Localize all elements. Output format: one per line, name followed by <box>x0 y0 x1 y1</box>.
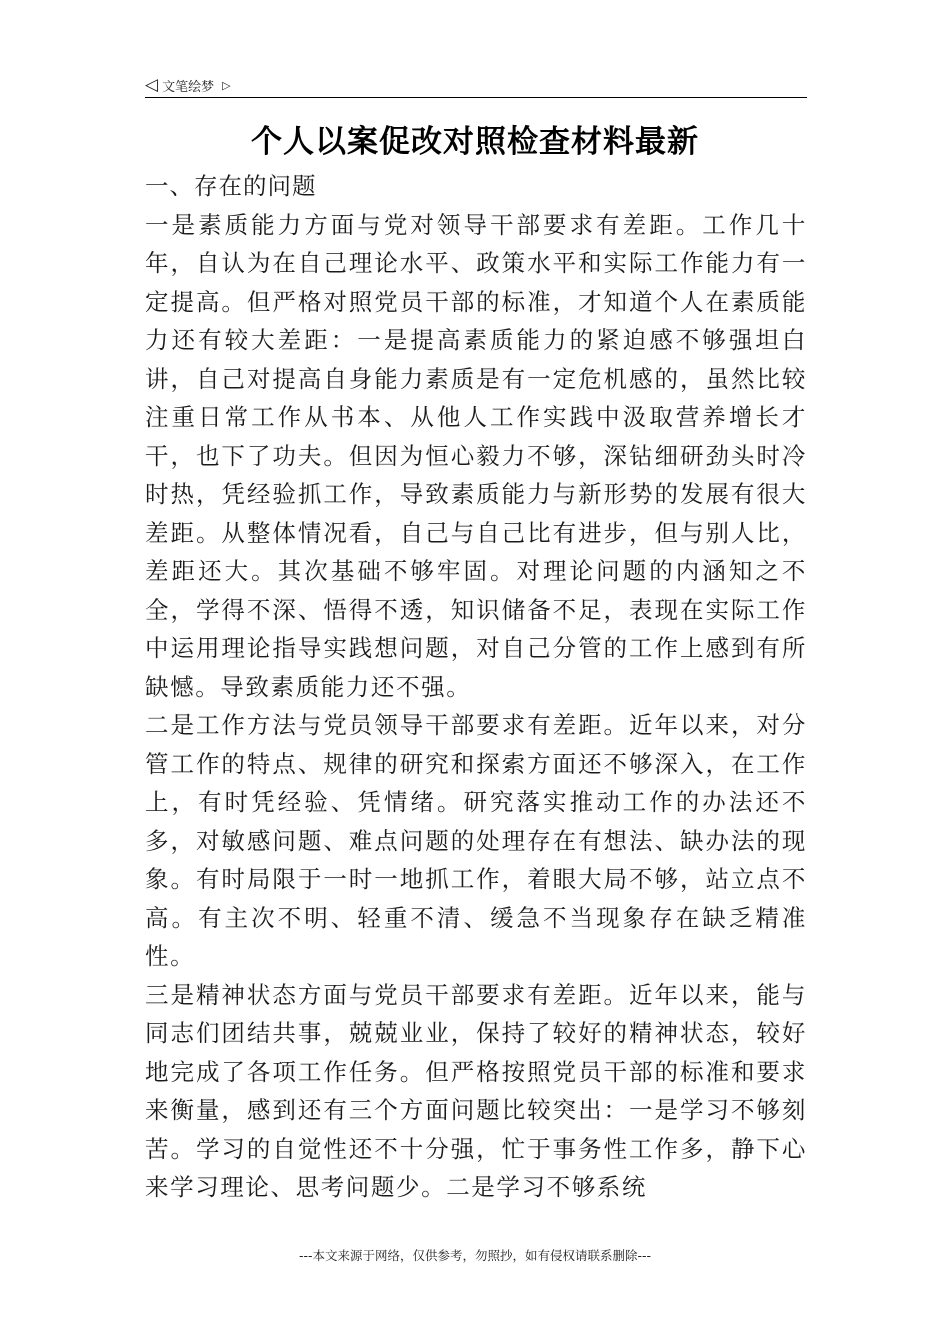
paragraph-1: 一是素质能力方面与党对领导干部要求有差距。工作几十年，自认为在自己理论水平、政策水平和实际工作能力有一定提高。但严格对照党员干部的标准，才知道个人在素质能力还有较大差距：一是提高素质能力的紧迫感不够强坦白讲，自己对提高自身能力素质是有一定危机感的，虽然比较注重日常工作从书本、从他人工作实践中汲取营养增长才干，也下了功夫。但因为恒心毅力不够，深钻细研劲头时冷时热，凭经验抓工作，导致素质能力与新形势的发展有很大差距。从整体情况看，自己与自己比有进步，但与别人比，差距还大。其次基础不够牢固。对理论问题的内涵知之不全，学得不深、悟得不透，知识储备不足，表现在实际工作中运用理论指导实践想问题，对自己分管的工作上感到有所缺憾。导致素质能力还不强。 <box>145 210 807 701</box>
section-heading: 一、存在的问题 <box>145 172 317 200</box>
header-label: 文笔绘梦 <box>162 79 215 95</box>
document-footer: ---本文来源于网络，仅供参考，勿照抄，如有侵权请联系删除--- <box>298 1248 652 1263</box>
document-header <box>145 74 231 96</box>
paragraph-3: 三是精神状态方面与党员干部要求有差距。近年以来，能与同志们团结共事，兢兢业业，保持了较好的精神状态，较好地完成了各项工作任务。但严格按照党员干部的标准和要求来衡量，感到还有三个方面问题比较突出：一是学习不够刻苦。学习的自觉性还不十分强，忙于事务性工作多，静下心来学习理论、思考问题少。二是学习不够系统 <box>145 980 807 1201</box>
paragraph-2: 二是工作方法与党员领导干部要求有差距。近年以来，对分管工作的特点、规律的研究和探索方面还不够深入，在工作上，有时凭经验、凭情绪。研究落实推动工作的办法还不多，对敏感问题、难点问题的处理存在有想法、缺办法的现象。有时局限于一时一地抓工作，着眼大局不够，站立点不高。有主次不明、轻重不清、缓急不当现象存在缺乏精准性。 <box>145 711 807 970</box>
document-body <box>145 167 807 1207</box>
document-title: 个人以案促改对照检查材料最新 <box>251 124 699 160</box>
triangle-left-icon: ◁ <box>145 74 159 95</box>
header-divider <box>145 97 807 98</box>
triangle-right-icon: ▷ <box>222 78 231 92</box>
